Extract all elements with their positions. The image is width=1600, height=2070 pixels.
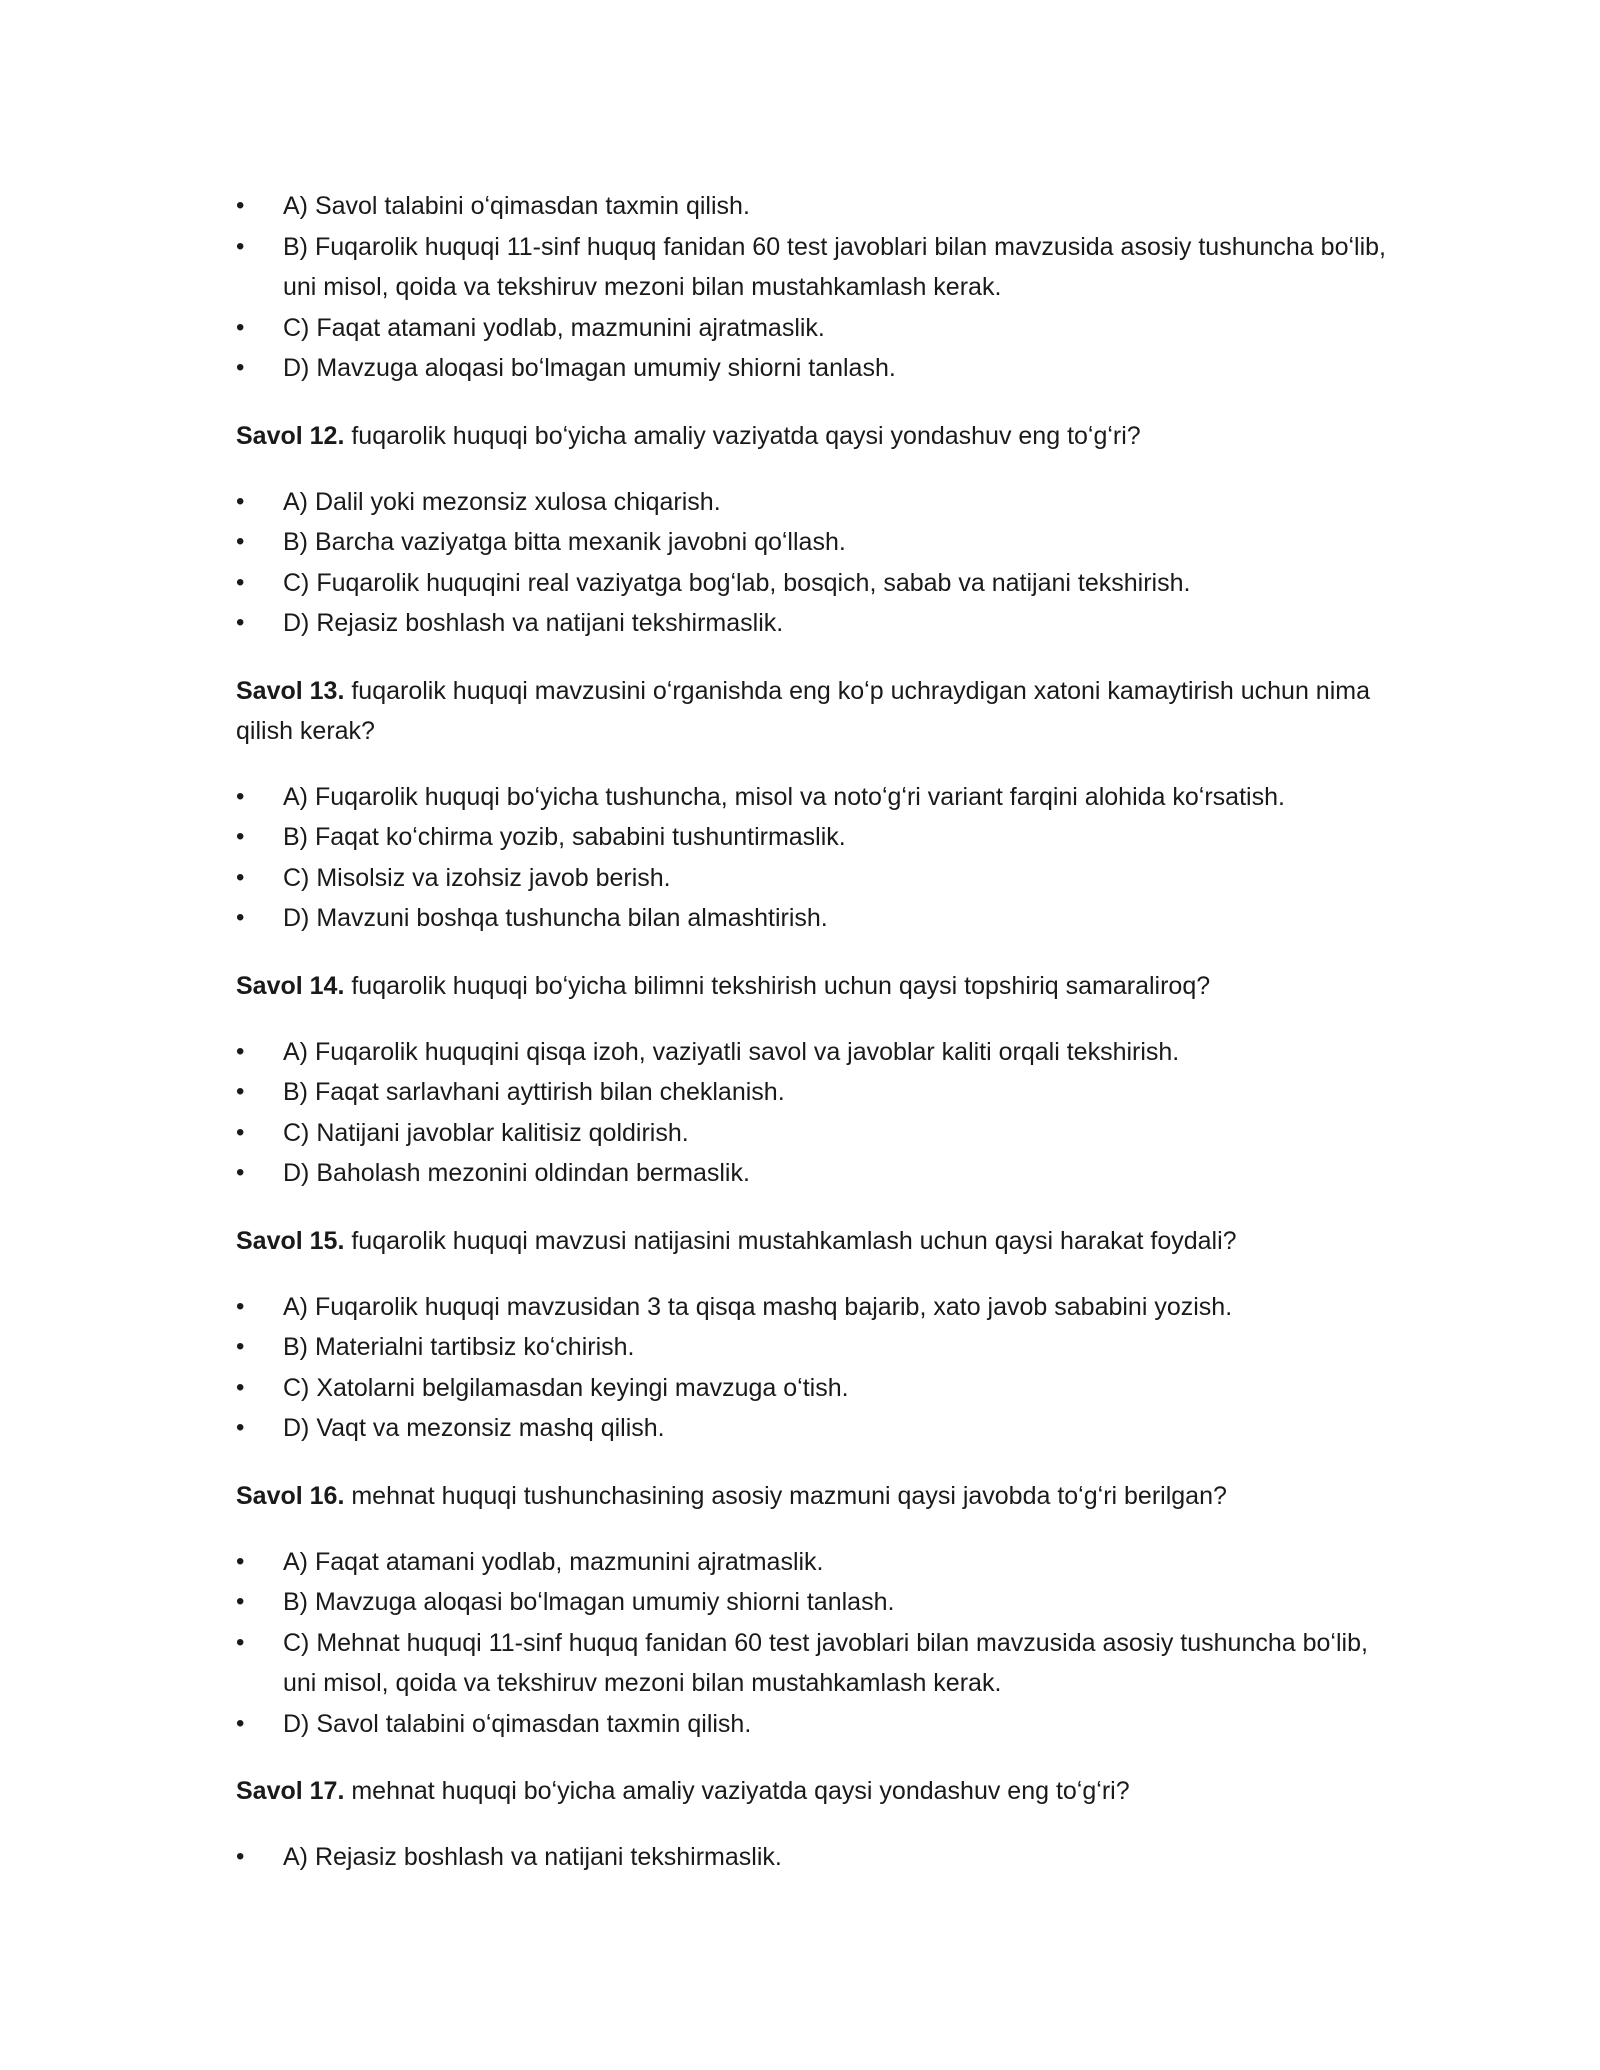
option-text: C) Misolsiz va izohsiz javob berish.: [283, 863, 671, 892]
option-text: B) Faqat koʻchirma yozib, sababini tushuntirmaslik.: [283, 823, 846, 851]
answer-option: [236, 348, 1400, 389]
option-text: D) Mavzuga aloqasi boʻlmagan umumiy shiorni tanlash.: [283, 354, 896, 382]
question-14: [236, 966, 1400, 1006]
answer-option: [236, 898, 1400, 939]
answer-option: [236, 1327, 1400, 1368]
option-text: C) Faqat atamani yodlab, mazmunini ajratmaslik.: [283, 313, 825, 342]
question-text: fuqarolik huquqi mavzusi natijasini mustahkamlash uchun qaysi harakat foydali?: [344, 1226, 1237, 1255]
bullet-icon: •: [236, 1588, 245, 1615]
option-list: [236, 1837, 1400, 1878]
question-number: Savol 15.: [236, 1226, 345, 1255]
option-text: D) Mavzuni boshqa tushuncha bilan almashtirish.: [283, 904, 828, 932]
answer-option: [236, 1113, 1400, 1154]
option-list: [236, 1032, 1400, 1194]
option-text: B) Faqat sarlavhani ayttirish bilan cheklanish.: [283, 1078, 785, 1106]
answer-option: [236, 227, 1400, 308]
answer-option: [236, 777, 1400, 818]
question-13: [236, 671, 1400, 751]
option-list: [236, 777, 1400, 939]
bullet-icon: •: [236, 313, 245, 341]
bullet-icon: •: [236, 823, 245, 850]
option-text: D) Baholash mezonini oldindan bermaslik.: [283, 1159, 750, 1187]
option-text: C) Mehnat huquqi 11-sinf huquq fanidan 60 test javoblari bilan mavzusida asosiy tushuncha boʻlib, uni misol, qoida va tekshiruv mezoni bilan mustahkamlash kerak.: [283, 1628, 1368, 1697]
answer-option: [236, 1287, 1400, 1328]
bullet-icon: •: [236, 354, 245, 381]
question-number: Savol 16.: [236, 1481, 345, 1510]
option-text: B) Mavzuga aloqasi boʻlmagan umumiy shiorni tanlash.: [283, 1588, 895, 1616]
bullet-icon: •: [236, 1373, 245, 1401]
option-text: B) Fuqarolik huquqi 11-sinf huquq fanidan 60 test javoblari bilan mavzusida asosiy tushuncha boʻlib, uni misol, qoida va tekshiruv mezoni bilan mustahkamlash kerak.: [283, 232, 1386, 301]
bullet-icon: •: [236, 1547, 245, 1575]
bullet-icon: •: [236, 1843, 245, 1870]
option-list: [236, 1542, 1400, 1745]
question-12: [236, 416, 1400, 456]
question-16: [236, 1476, 1400, 1516]
question-text: mehnat huquqi boʻyicha amaliy vaziyatda qaysi yondashuv eng toʻgʻri?: [344, 1777, 1130, 1805]
answer-option: [236, 1623, 1400, 1704]
option-text: D) Savol talabini oʻqimasdan taxmin qilish.: [283, 1709, 752, 1738]
bullet-icon: •: [236, 782, 245, 810]
question-text: fuqarolik huquqi boʻyicha amaliy vaziyatda qaysi yondashuv eng toʻgʻri?: [344, 421, 1141, 450]
bullet-icon: •: [236, 609, 245, 636]
bullet-icon: •: [236, 1414, 245, 1441]
answer-option: [236, 1072, 1400, 1113]
bullet-icon: •: [236, 1037, 245, 1065]
bullet-icon: •: [236, 192, 245, 219]
question-number: Savol 17.: [236, 1777, 345, 1805]
question-number: Savol 14.: [236, 971, 345, 1000]
answer-option: [236, 1837, 1400, 1878]
answer-option: [236, 1368, 1400, 1409]
bullet-icon: •: [236, 568, 245, 596]
question-text: mehnat huquqi tushunchasining asosiy mazmuni qaysi javobda toʻgʻri berilgan?: [344, 1481, 1227, 1510]
answer-option: [236, 603, 1400, 644]
option-text: C) Fuqarolik huquqini real vaziyatga bogʻlab, bosqich, sabab va natijani tekshirish.: [283, 568, 1191, 597]
option-text: D) Vaqt va mezonsiz mashq qilish.: [283, 1414, 665, 1442]
bullet-icon: •: [236, 1292, 245, 1320]
answer-option: [236, 482, 1400, 523]
answer-option: [236, 1032, 1400, 1073]
answer-option: [236, 563, 1400, 604]
bullet-icon: •: [236, 1709, 245, 1737]
option-text: A) Savol talabini oʻqimasdan taxmin qilish.: [283, 192, 750, 220]
question-number: Savol 13.: [236, 676, 345, 705]
question-15: [236, 1221, 1400, 1261]
option-list: [236, 482, 1400, 644]
bullet-icon: •: [236, 1333, 245, 1360]
answer-option: [236, 522, 1400, 563]
option-text: B) Barcha vaziyatga bitta mexanik javobni qoʻllash.: [283, 528, 846, 556]
bullet-icon: •: [236, 863, 245, 891]
bullet-icon: •: [236, 1159, 245, 1186]
question-text: fuqarolik huquqi boʻyicha bilimni tekshirish uchun qaysi topshiriq samaraliroq?: [344, 971, 1211, 1000]
answer-option: [236, 858, 1400, 899]
option-text: A) Faqat atamani yodlab, mazmunini ajratmaslik.: [283, 1547, 824, 1576]
answer-option: [236, 1542, 1400, 1583]
option-text: A) Fuqarolik huquqi boʻyicha tushuncha, misol va notoʻgʻri variant farqini alohida koʻrsatish.: [283, 782, 1285, 811]
answer-option: [236, 186, 1400, 227]
option-text: A) Fuqarolik huquqini qisqa izoh, vaziyatli savol va javoblar kaliti orqali tekshirish.: [283, 1037, 1180, 1066]
bullet-icon: •: [236, 528, 245, 555]
answer-option: [236, 1582, 1400, 1623]
bullet-icon: •: [236, 1078, 245, 1105]
answer-option: [236, 817, 1400, 858]
option-text: A) Rejasiz boshlash va natijani tekshirmaslik.: [283, 1843, 782, 1871]
bullet-icon: •: [236, 1628, 245, 1656]
bullet-icon: •: [236, 487, 245, 515]
option-text: C) Natijani javoblar kalitisiz qoldirish.: [283, 1118, 689, 1147]
bullet-icon: •: [236, 232, 245, 260]
option-text: D) Rejasiz boshlash va natijani tekshirmaslik.: [283, 609, 784, 637]
bullet-icon: •: [236, 904, 245, 931]
bullet-icon: •: [236, 1118, 245, 1146]
option-list: [236, 1287, 1400, 1449]
answer-option: [236, 1704, 1400, 1745]
answer-option: [236, 308, 1400, 349]
option-list: [236, 186, 1400, 389]
option-text: C) Xatolarni belgilamasdan keyingi mavzuga oʻtish.: [283, 1373, 849, 1402]
option-text: B) Materialni tartibsiz koʻchirish.: [283, 1333, 635, 1361]
question-17: [236, 1771, 1400, 1811]
answer-option: [236, 1408, 1400, 1449]
option-text: A) Dalil yoki mezonsiz xulosa chiqarish.: [283, 487, 721, 516]
question-text: fuqarolik huquqi mavzusini oʻrganishda eng koʻp uchraydigan xatoni kamaytirish uchun nima qilish kerak?: [236, 676, 1370, 745]
answer-option: [236, 1153, 1400, 1194]
question-number: Savol 12.: [236, 421, 345, 450]
option-text: A) Fuqarolik huquqi mavzusidan 3 ta qisqa mashq bajarib, xato javob sababini yozish.: [283, 1292, 1233, 1321]
